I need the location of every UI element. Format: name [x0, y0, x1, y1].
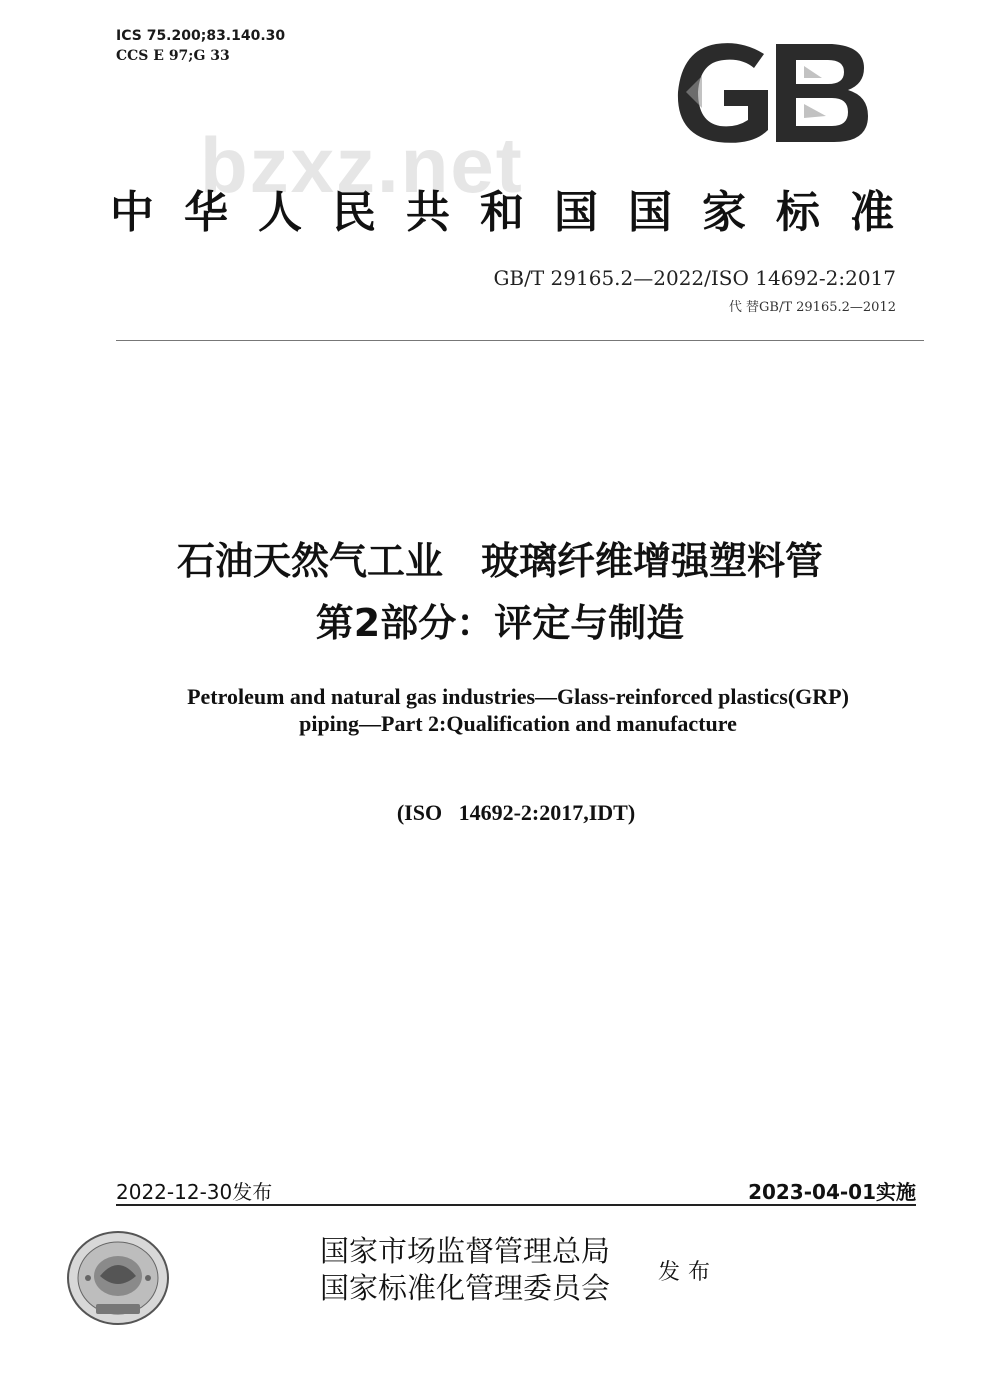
english-title-line-1: Petroleum and natural gas industries—Glass-reinforced plastics(GRP)	[187, 684, 849, 709]
watermark: bzxz.net	[200, 121, 524, 209]
national-standard-title: 中华人民共和国国家标准	[110, 187, 924, 238]
ccs-code: CCS E 97;G 33	[116, 48, 230, 64]
iso-equivalence: (ISO 14692-2:2017,IDT)	[396, 800, 636, 825]
bottom-divider	[116, 1204, 916, 1206]
replaces-standard: 代 替GB/T 29165.2—2012	[728, 300, 896, 315]
standard-number: GB/T 29165.2—2022/ISO 14692-2:2017	[493, 266, 896, 290]
gb-logo	[672, 40, 872, 150]
publish-label: 发布	[658, 1260, 719, 1285]
issue-date: 2022-12-30发布	[116, 1180, 273, 1204]
publisher-samr: 国家市场监督管理总局	[320, 1234, 611, 1268]
top-divider	[116, 340, 924, 341]
publishing-authorities	[320, 1233, 610, 1307]
classification-codes	[116, 26, 285, 66]
chinese-title-line-1: 石油天然气工业 玻璃纤维增强塑料管	[176, 539, 823, 583]
publisher-sac: 国家标准化管理委员会	[320, 1271, 611, 1305]
chinese-title-line-2: 第2部分：评定与制造	[315, 601, 685, 645]
english-title-line-2: piping—Part 2:Qualification and manufacture	[299, 711, 737, 736]
ics-code: ICS 75.200;83.140.30	[116, 28, 286, 44]
implementation-date: 2023-04-01实施	[748, 1180, 916, 1204]
anti-counterfeit-seal	[66, 1230, 170, 1330]
